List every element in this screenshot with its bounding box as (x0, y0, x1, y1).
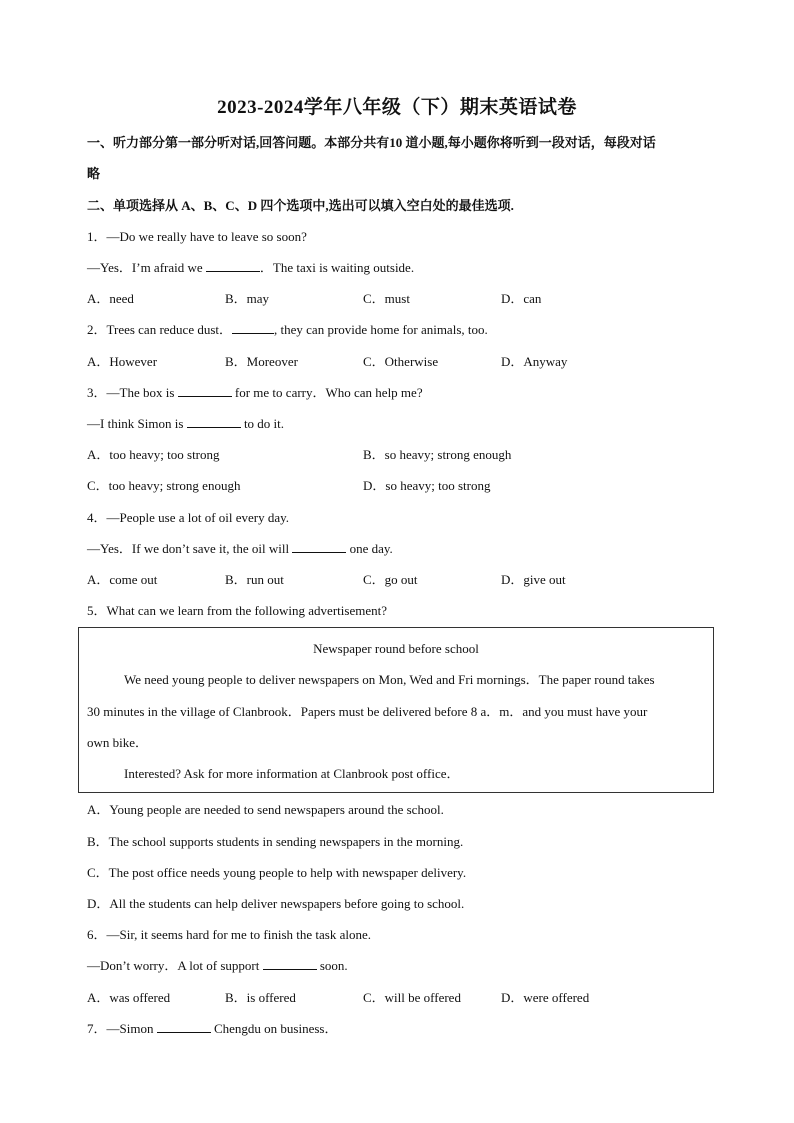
page-title: 2023-2024学年八年级（下）期末英语试卷 (217, 97, 577, 118)
q1-response (87, 259, 414, 277)
q7-question (87, 1020, 337, 1038)
q5-option-c: C．The post office needs young people to help with newspaper delivery. (87, 865, 467, 880)
q3-response-start: —I think Simon is (87, 416, 184, 431)
q6-option-d: D．were offered (501, 990, 590, 1005)
ad-paragraph-line: 30 minutes in the village of Clanbrook．Papers must be delivered before 8 a．m．and you must have your (87, 704, 648, 719)
answer-blank (292, 540, 346, 553)
q7-question-end: Chengdu on business． (213, 1021, 338, 1036)
q6-option-b: B．is offered (225, 990, 296, 1005)
q1-option-b: B．may (225, 291, 270, 306)
q2-option-b: B．Moreover (225, 354, 298, 369)
q3-option-d: D．so heavy; too strong (363, 478, 491, 493)
q3-question-end: for me to carry．Who can help me? (234, 385, 423, 400)
q1-response-start: —Yes．I’m afraid we (87, 260, 203, 275)
q3-question-start: 3．—The box is (87, 385, 175, 400)
advertisement-box (78, 627, 714, 793)
q4-question: 4．—People use a lot of oil every day. (87, 510, 290, 525)
q2-question-end: , they can provide home for animals, too. (274, 322, 488, 337)
q4-option-b: B．run out (225, 572, 284, 587)
ad-contact-line: Interested? Ask for more information at Clanbrook post office． (124, 766, 460, 781)
q4-option-c: C．go out (363, 572, 418, 587)
ad-paragraph-line: We need young people to deliver newspapers on Mon, Wed and Fri mornings．The paper round takes (124, 672, 655, 687)
answer-blank (232, 321, 274, 334)
q4-option-a: A．come out (87, 572, 158, 587)
q5-option-d: D．All the students can help deliver newspapers before going to school. (87, 896, 465, 911)
ad-paragraph-line: own bike． (87, 735, 149, 750)
q3-response-end: to do it. (243, 416, 285, 431)
q7-question-start: 7．—Simon (87, 1021, 154, 1036)
q3-response (87, 415, 284, 433)
q2-option-c: C．Otherwise (363, 354, 439, 369)
q5-option-a: A．Young people are needed to send newspapers around the school. (87, 802, 444, 817)
q3-option-c: C．too heavy; strong enough (87, 478, 241, 493)
q4-response (87, 540, 393, 558)
answer-blank (187, 415, 241, 428)
q3-option-b: B．so heavy; strong enough (363, 447, 512, 462)
q5-question: 5．What can we learn from the following advertisement? (87, 603, 387, 618)
section-2-heading: 二、单项选择从 A、B、C、D 四个选项中,选出可以填入空白处的最佳选项. (87, 198, 514, 213)
q2-option-a: A．However (87, 354, 158, 369)
section-1-omitted: 略 (87, 166, 101, 181)
q2-option-d: D．Anyway (501, 354, 568, 369)
q4-option-d: D．give out (501, 572, 566, 587)
q5-option-b: B．The school supports students in sending newspapers in the morning. (87, 834, 464, 849)
q2-question (87, 321, 488, 339)
q4-response-end: one day. (349, 541, 393, 556)
q1-option-c: C．must (363, 291, 410, 306)
answer-blank (178, 384, 232, 397)
q1-option-a: A．need (87, 291, 134, 306)
q1-response-end: ．The taxi is waiting outside. (259, 260, 415, 275)
q6-response-start: —Don’t worry．A lot of support (87, 958, 260, 973)
section-1-heading: 一、听力部分第一部分听对话,回答问题。本部分共有10 道小题,每小题你将听到一段对话，每段对话 (87, 135, 656, 150)
q2-question-start: 2．Trees can reduce dust． (87, 322, 233, 337)
q1-question: 1．—Do we really have to leave so soon? (87, 229, 307, 244)
answer-blank (206, 259, 260, 272)
q3-option-a: A．too heavy; too strong (87, 447, 220, 462)
q6-option-c: C．will be offered (363, 990, 461, 1005)
answer-blank (157, 1020, 211, 1033)
q6-response-end: soon. (319, 958, 348, 973)
q1-option-d: D．can (501, 291, 542, 306)
q4-response-start: —Yes．If we don’t save it, the oil will (87, 541, 290, 556)
q3-question (87, 384, 423, 402)
answer-blank (263, 957, 317, 970)
q6-question: 6．—Sir, it seems hard for me to finish the task alone. (87, 927, 371, 942)
q6-option-a: A．was offered (87, 990, 171, 1005)
q6-response (87, 957, 348, 975)
ad-heading: Newspaper round before school (313, 641, 479, 656)
